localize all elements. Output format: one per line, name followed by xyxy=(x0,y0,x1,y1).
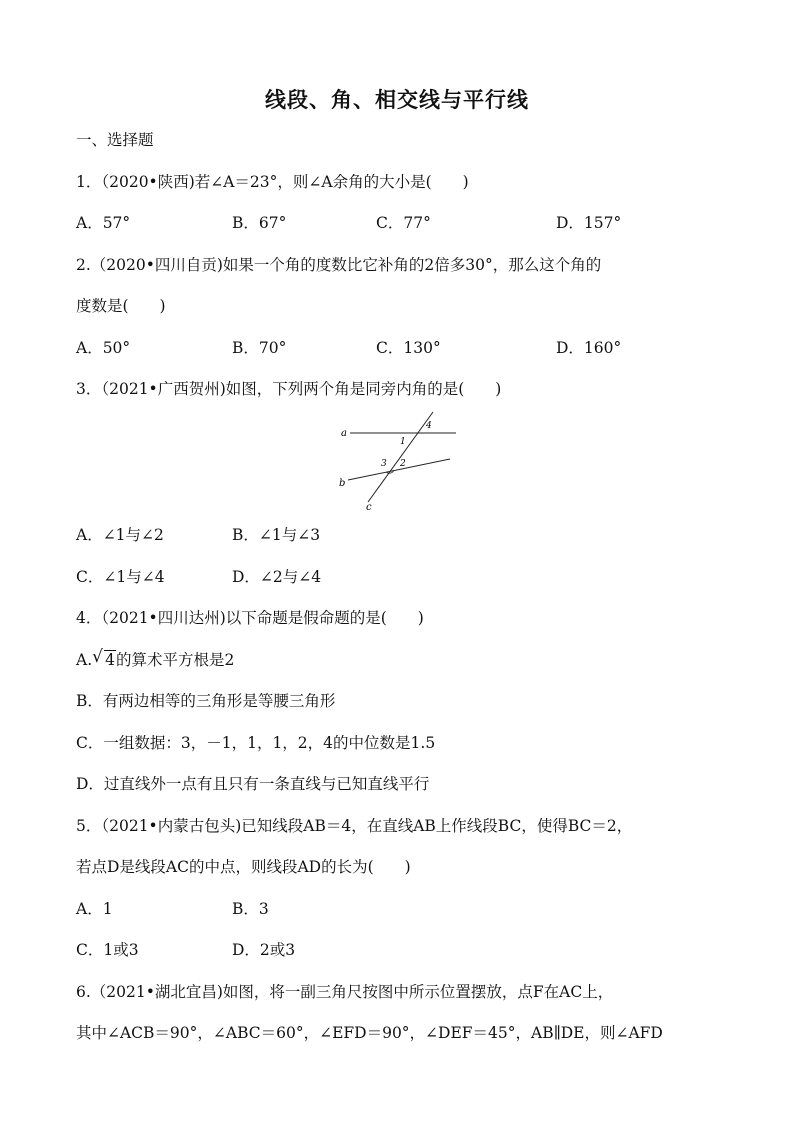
question-2-option-b[interactable]: B．70° xyxy=(232,339,287,357)
question-4-option-a[interactable] xyxy=(76,647,235,670)
question-5-option-a[interactable]: A．1 xyxy=(76,900,113,918)
question-4-option-b[interactable]: B．有两边相等的三角形是等腰三角形 xyxy=(76,692,336,710)
question-2-option-d[interactable]: D．160° xyxy=(556,339,622,357)
question-3-stem: 3．（2021•广西贺州)如图，下列两个角是同旁内角的是( ) xyxy=(76,380,502,398)
question-2-stem-line-2: 度数是( ) xyxy=(76,297,166,315)
figure-angle-3: 3 xyxy=(381,459,387,469)
square-root xyxy=(92,647,116,670)
question-2-option-c[interactable]: C．130° xyxy=(376,339,441,357)
figure-angle-2: 2 xyxy=(400,459,406,469)
radical-sign-icon: √ xyxy=(92,647,103,667)
question-5-option-b[interactable]: B．3 xyxy=(232,900,269,918)
question-4-option-d[interactable]: D．过直线外一点有且只有一条直线与已知直线平行 xyxy=(76,775,430,793)
figure-angle-1: 1 xyxy=(400,437,406,447)
figure-line-c xyxy=(368,412,433,502)
question-3-option-d[interactable]: D．∠2与∠4 xyxy=(232,568,322,586)
question-3-option-a[interactable]: A．∠1与∠2 xyxy=(76,526,164,544)
question-5-option-c[interactable]: C．1或3 xyxy=(76,941,139,959)
option-a-suffix: 的算术平方根是2 xyxy=(116,651,235,669)
question-1-option-b[interactable]: B．67° xyxy=(232,214,287,232)
question-1-option-a[interactable]: A．57° xyxy=(76,214,131,232)
figure-label-b: b xyxy=(339,478,346,489)
radicand: 4 xyxy=(105,651,115,669)
question-4-stem: 4．（2021•四川达州)以下命题是假命题的是( ) xyxy=(76,609,424,627)
question-5-option-d[interactable]: D．2或3 xyxy=(232,941,296,959)
question-1-option-c[interactable]: C．77° xyxy=(376,214,431,232)
question-3-option-b[interactable]: B．∠1与∠3 xyxy=(232,526,321,544)
figure-angle-4: 4 xyxy=(426,421,432,431)
question-1-option-d[interactable]: D．157° xyxy=(556,214,622,232)
question-3-figure xyxy=(336,406,460,514)
figure-label-c: c xyxy=(366,502,372,513)
question-5-stem-line-2: 若点D是线段AC的中点，则线段AD的长为( ) xyxy=(76,858,411,876)
option-a-prefix: A. xyxy=(76,651,93,669)
question-1-stem: 1．（2020•陕西)若∠A＝23°，则∠A余角的大小是( ) xyxy=(76,173,469,191)
page-title: 线段、角、相交线与平行线 xyxy=(265,88,529,112)
question-2-option-a[interactable]: A．50° xyxy=(76,339,131,357)
question-5-stem-line-1: 5．（2021•内蒙古包头)已知线段AB＝4，在直线AB上作线段BC，使得BC＝2， xyxy=(76,817,633,835)
question-6-stem-line-1: 6.（2021•湖北宜昌)如图，将一副三角尺按图中所示位置摆放，点F在AC上， xyxy=(76,983,614,1001)
figure-label-a: a xyxy=(341,428,347,439)
question-3-option-c[interactable]: C．∠1与∠4 xyxy=(76,568,165,586)
figure-line-b xyxy=(348,459,450,480)
section-heading: 一、选择题 xyxy=(76,131,154,149)
question-6-stem-line-2: 其中∠ACB＝90°，∠ABC＝60°，∠EFD＝90°，∠DEF＝45°，AB∥DE，则∠AFD xyxy=(76,1024,663,1042)
question-2-stem-line-1: 2.（2020•四川自贡)如果一个角的度数比它补角的2倍多30°，那么这个角的 xyxy=(76,256,602,274)
question-4-option-c[interactable]: C．一组数据：3，－1，1，1，2，4的中位数是1.5 xyxy=(76,734,436,752)
